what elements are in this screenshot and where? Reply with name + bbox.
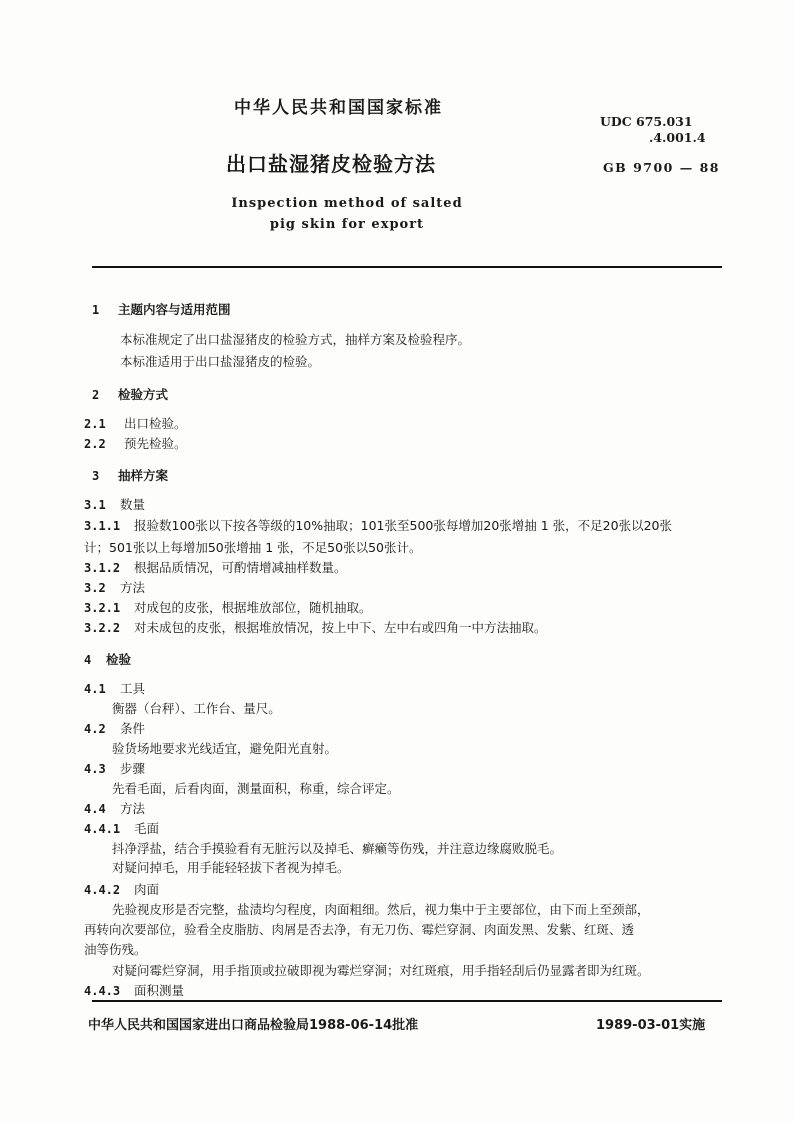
- section-4-heading: 4 检验: [84, 652, 132, 667]
- clause-4-4-1: 4.4.1 毛面: [84, 821, 160, 836]
- clause-4-4-2: 4.4.2 肉面: [84, 882, 160, 897]
- udc-line-1: UDC 675.031: [600, 114, 693, 129]
- clause-4-4-2-p2: 对疑问霉烂穿洞，用手指顶或拉破即视为霉烂穿洞；对红斑痕，用手指轻刮后仍显露者即为红斑。: [112, 963, 650, 978]
- gb-number: GB 9700 — 88: [603, 160, 720, 175]
- clause-3-2-2: 3.2.2 对未成包的皮张，根据堆放情况，按上中下、左中右或四角一中方法抽取。: [84, 620, 547, 635]
- clause-4-2: 4.2 条件: [84, 721, 146, 736]
- section-1-paragraph-2: 本标准适用于出口盐湿猪皮的检验。: [120, 354, 321, 369]
- clause-2-2: 2.2 预先检验。: [84, 436, 187, 451]
- footer-rule: [92, 1000, 722, 1002]
- clause-3-1-1-cont: 计；501张以上每增加50张增抽 1 张，不足50张以50张计。: [84, 540, 422, 555]
- standard-org: 中华人民共和国国家标准: [234, 98, 443, 118]
- implementation-date: 1989-03-01实施: [596, 1018, 706, 1033]
- clause-4-4-2-p1c: 油等伤残。: [84, 942, 147, 957]
- udc-code: [600, 114, 706, 146]
- clause-4-4-1-p2: 对疑问掉毛，用手能轻轻拔下者视为掉毛。: [112, 860, 350, 875]
- clause-4-2-text: 验货场地要求光线适宜，避免阳光直射。: [112, 741, 338, 756]
- clause-3-1-1: 3.1.1 报验数100张以下按各等级的10%抽取；101张至500张每增加20张增抽 1 张，不足20张以20张: [84, 518, 672, 533]
- section-1-paragraph-1: 本标准规定了出口盐湿猪皮的检验方式，抽样方案及检验程序。: [120, 332, 471, 347]
- section-1-heading: 1 主题内容与适用范围: [92, 302, 231, 317]
- clause-4-3: 4.3 步骤: [84, 761, 146, 776]
- section-2-heading: 2 检验方式: [92, 387, 169, 402]
- clause-4-3-text: 先看毛面，后看肉面，测量面积，称重，综合评定。: [112, 781, 400, 796]
- clause-4-4-2-p1a: 先验视皮形是否完整，盐渍均匀程度，肉面粗细。然后，视力集中于主要部位，由下而上至颈部，: [112, 902, 650, 917]
- header-rule: [92, 266, 722, 268]
- clause-4-4-3: 4.4.3 面积测量: [84, 983, 185, 998]
- approval-line: 中华人民共和国国家进出口商品检验局1988-06-14批准: [88, 1018, 419, 1033]
- clause-3-1-2: 3.1.2 根据品质情况，可酌情增减抽样数量。: [84, 560, 347, 575]
- clause-4-4-2-p1b: 再转向次要部位，验看全皮脂肪、肉屑是否去净，有无刀伤、霉烂穿洞、肉面发黑、发紫、红斑、透: [84, 922, 635, 937]
- english-title: Inspection method of salted pig skin for export: [231, 196, 463, 232]
- clause-4-4: 4.4 方法: [84, 801, 146, 816]
- clause-4-1: 4.1 工具: [84, 681, 146, 696]
- clause-4-1-text: 衡器（台秤）、工作台、量尺。: [112, 701, 281, 716]
- clause-2-1: 2.1 出口检验。: [84, 416, 187, 431]
- udc-line-2: .4.001.4: [649, 130, 706, 145]
- section-3-heading: 3 抽样方案: [92, 468, 169, 483]
- clause-4-4-1-p1: 抖净浮盐，结合手摸验看有无脏污以及掉毛、癣癞等伤残，并注意边缘腐败脱毛。: [112, 841, 563, 856]
- clause-3-1: 3.1 数量: [84, 497, 146, 512]
- clause-3-2-1: 3.2.1 对成包的皮张，根据堆放部位，随机抽取。: [84, 600, 372, 615]
- page-title: 出口盐湿猪皮检验方法: [226, 152, 436, 176]
- clause-3-2: 3.2 方法: [84, 580, 146, 595]
